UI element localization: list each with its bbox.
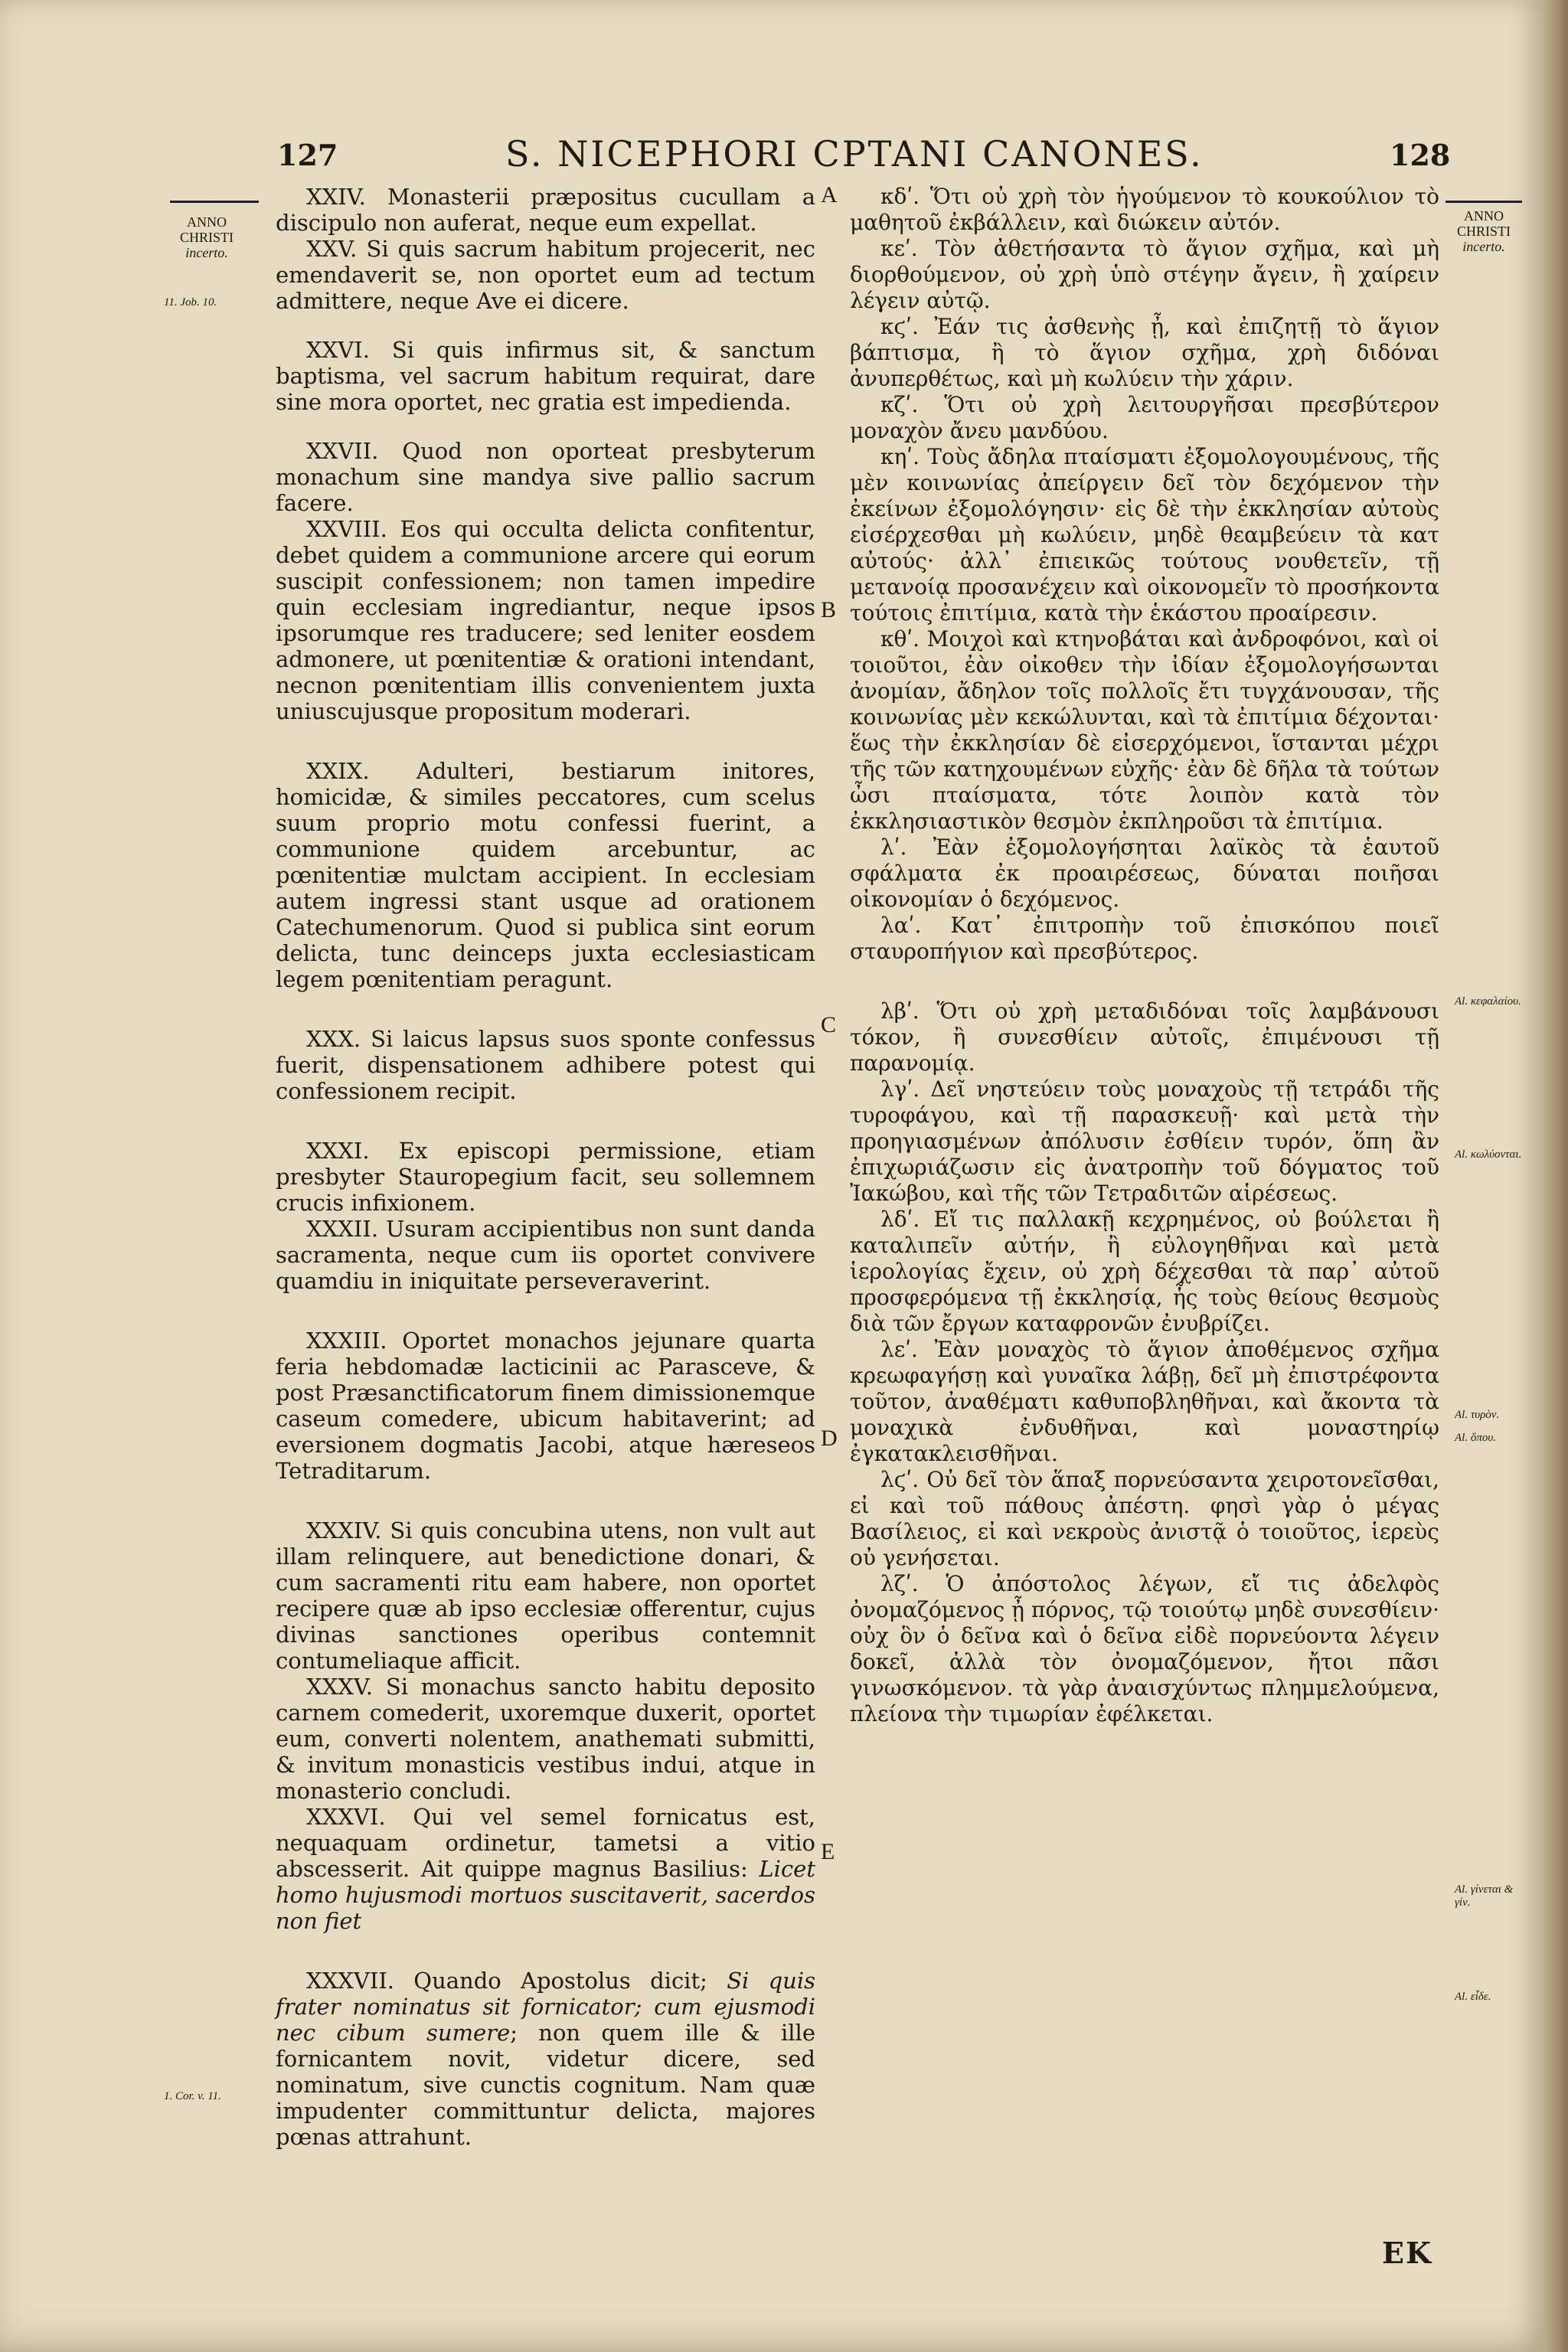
section-mark-b: B	[821, 597, 837, 622]
greek-canon-37: λζʹ. Ὁ ἀπόστολος λέγων, εἴ τις ἀδελφὸς ὀνομαζόμενος ᾖ πόρνος, τῷ τοιούτῳ μηδὲ συνεσθίειν· οὐχ ὃν ὁ δεῖνα καὶ ὁ δεῖνα εἰδὲ πορνεύοντα λέγειν δοκεῖ, ἀλλὰ τὸν ὀνομαζόμενον, ἤτοι πᾶσι γινωσκόμενον. τὰ γὰρ ἀναισχύντως πλημμελούμενα, πλείονα τὴν τιμωρίαν ἐφέλκεται.	[850, 1571, 1439, 1726]
greek-canon-28: κηʹ. Τοὺς ἄδηλα πταίσματι ἐξομολογουμένους, τῆς μὲν κοινωνίας ἀπείργειν δεῖ τὸν δεχόμενον τὴν ἐκείνων ἐξομολόγησιν· εἰς δὲ τὴν ἐκκλησίαν αὐτοὺς εἰσέρχεσθαι μὴ κωλύειν, μηδὲ θεαμβεύειν τὰ κατ αὐτούς· ἀλλ᾽ ἐπιεικῶς τούτους νουθετεῖν, τῇ μετανοίᾳ προσανέχειν καὶ οἰκονομεῖν τὸ προσήκοντα τούτοις ἐπιτίμια, κατὰ τὴν ἑκάστου προαίρεσιν.	[850, 444, 1439, 626]
latin-canon-28: XXVIII. Eos qui occulta delicta confitentur, debet quidem a communione arcere qui eorum suscipit confessionem; non tamen impedire quin ecclesiam ingrediantur, neque ipsos ipsorumque res traducere; sed leniter eosdem admonere, ut pœnitentiæ & orationi intendant, necnon pœnitentiam illis convenientem juxta uniuscujusque propositum moderari.	[276, 516, 815, 724]
apostle-quote: Si quis frater nominatus sit fornicator; cum ejusmodi nec cibum sumere	[276, 1968, 816, 2046]
latin-canon-31: XXXI. Ex episcopi permissione, etiam presbyter Stauropegium facit, seu sollemnem crucis infixionem.	[276, 1138, 815, 1216]
greek-canon-27: κζʹ. Ὅτι οὐ χρὴ λειτουργῆσαι πρεσβύτερον μοναχὸν ἄνευ μανδύου.	[850, 392, 1439, 443]
latin-canon-35: XXXV. Si monachus sancto habitu deposito carnem comederit, uxoremque duxerit, oportet eum, converti nolentem, anathemati submitti, & invitum monasticis vestibus indui, atque in monasterio concludi.	[276, 1674, 815, 1804]
catchword: EK	[1382, 2236, 1432, 2270]
margin-ref-cor: 1. Cor. v. 11.	[164, 2090, 221, 2102]
latin-canon-36: XXXVI. Qui vel semel fornicatus est, nequaquam ordinetur, tametsi a vitio abscesserit. Ait quippe magnus Basilius: Licet homo hujusmodi mortuos suscitaverit, sacerdos non fiet	[276, 1804, 815, 1934]
variant-note-2: Al. κεφαλαίου.	[1455, 995, 1521, 1008]
greek-canon-24: κδʹ. Ὅτι οὐ χρὴ τὸν ἡγούμενον τὸ κουκούλιον τὸ μαθητοῦ ἐκβάλλειν, καὶ διώκειν αὐτόν.	[850, 184, 1439, 235]
latin-column	[276, 184, 815, 2150]
latin-canon-37: XXXVII. Quando Apostolus dicit; Si quis frater nominatus sit fornicator; cum ejusmodi nec cibum sumere; non quem ille & ille fornicantem novit, videtur dicere, sed nominatum, sive cunctis cognitum. Nam quæ impudenter committuntur delicta, majores pœnas attrahunt.	[276, 1968, 816, 2150]
margin-ref-job: 11. Job. 10.	[164, 296, 217, 309]
latin-canon-32: XXXII. Usuram accipientibus non sunt danda sacramenta, neque cum iis oportet convivere quamdiu in iniquitate perseveraverint.	[276, 1216, 815, 1294]
running-title: S. NICEPHORI CPTANI CANONES.	[505, 133, 1204, 175]
variant-note-4: Al. ὅπου.	[1455, 1432, 1496, 1444]
basil-quote: Licet homo hujusmodi mortuos suscitaverit, sacerdos non fiet	[276, 1856, 815, 1934]
section-mark-a: A	[821, 182, 838, 207]
greek-canon-36: λϛʹ. Οὐ δεῖ τὸν ἅπαξ πορνεύσαντα χειροτονεῖσθαι, εἰ καὶ τοῦ πάθους ἀπέστη. φησὶ γὰρ ὁ μέγας Βασίλειος, εἰ καὶ νεκροὺς ἀνιστᾷ ὁ τοιοῦτος, ἱερεὺς οὐ γενήσεται.	[850, 1467, 1439, 1570]
latin-canon-34: XXXIV. Si quis concubina utens, non vult aut illam relinquere, aut benedictione donari, & cum sacramenti ritu eam habere, non oportet recipere quæ ab ipso ecclesiæ offerentur, cujus divinas sanctiones operibus contemnit contumeliaque afficit.	[276, 1517, 815, 1674]
greek-canon-30: λʹ. Ἐὰν ἐξομολογήσηται λαϊκὸς τὰ ἑαυτοῦ σφάλματα ἐκ προαιρέσεως, δύναται ποιῆσαι οἰκονομίαν ὁ δεχόμενος.	[850, 835, 1439, 912]
latin-canon-27: XXVII. Quod non oporteat presbyterum monachum sine mandya sive pallio sacrum facere.	[276, 438, 815, 516]
greek-canon-26: κϛʹ. Ἐάν τις ἀσθενὴς ᾖ, καὶ ἐπιζητῇ τὸ ἅγιον βάπτισμα, ἢ τὸ ἅγιον σχῆμα, χρὴ διδόναι ἀνυπερθέτως, καὶ μὴ κωλύειν τὴν χάριν.	[850, 314, 1439, 391]
latin-canon-24: XXIV. Monasterii præpositus cucullam a discipulo non auferat, neque eum expellat.	[276, 184, 815, 236]
greek-canon-29: κθʹ. Μοιχοὶ καὶ κτηνοβάται καὶ ἀνδροφόνοι, καὶ οἱ τοιοῦτοι, ἐὰν οἰκοθεν τὴν ἰδίαν ἐξομολογήσωνται ἀνομίαν, ἄδηλον τοῖς πολλοῖς ἔτι τυγχάνουσαν, τῆς κοινωνίας μὲν κεκώλυνται, καὶ τὰ ἐπιτίμια δέχονται· ἕως τὴν ἐκκλησίαν δὲ εἰσερχόμενοι, ἵστανται μέχρι τῆς τῶν κατηχουμένων εὐχῆς· ἐὰν δὲ δῆλα τὰ τούτων ὦσι πταίσματα, τότε λοιπὸν κατὰ τὸν ἐκκλησιαστικὸν θεσμὸν ἐκπληροῦσι τὰ ἐπιτίμια.	[850, 626, 1439, 834]
left-rule	[170, 201, 259, 203]
left-page-number: 127	[277, 138, 338, 172]
anno-christi-left: ANNO CHRISTI incerto.	[179, 214, 234, 260]
greek-canon-25: κεʹ. Τὸν ἀθετήσαντα τὸ ἅγιον σχῆμα, καὶ μὴ διορθούμενον, οὐ χρὴ ὑπὸ στέγην ἄγειν, ἢ χαίρειν λέγειν αὐτῷ.	[850, 236, 1439, 313]
latin-canon-25: XXV. Si quis sacrum habitum projecerit, nec emendaverit se, non oportet eum ad tectum admittere, neque Ave ei dicere.	[276, 236, 815, 314]
greek-canon-32: λβʹ. Ὅτι οὐ χρὴ μεταδιδόναι τοῖς λαμβάνουσι τόκον, ἢ συνεσθίειν αὐτοῖς, ἐπιμένουσι τῇ παρανομίᾳ.	[850, 998, 1439, 1076]
right-rule	[1446, 201, 1522, 203]
section-mark-c: C	[821, 1012, 837, 1037]
latin-canon-30: XXX. Si laicus lapsus suos sponte confessus fuerit, dispensationem adhibere potest qui confessionem recipit.	[276, 1026, 815, 1104]
right-page-number: 128	[1390, 138, 1451, 172]
latin-canon-33: XXXIII. Oportet monachos jejunare quarta feria hebdomadæ lacticinii ac Parasceve, & post Præsanctificatorum finem dimissionemque caseum comedere, ubicum habitaverint; ad eversionem dogmatis Jacobi, atque hæreseos Tetraditarum.	[276, 1328, 815, 1484]
greek-canon-35: λεʹ. Ἐὰν μοναχὸς τὸ ἅγιον ἀποθέμενος σχῆμα κρεωφαγήσῃ καὶ γυναῖκα λάβῃ, δεῖ μὴ ἐπιστρέφοντα τοῦτον, ἀναθέματι καθυποβληθῆναι, καὶ ἄκοντα τὰ μοναχικὰ ἐνδυθῆναι, καὶ μοναστηρίῳ ἐγκατακλεισθῆναι.	[850, 1337, 1439, 1466]
variant-note-6: Al. εἶδε.	[1455, 1991, 1491, 2003]
greek-canon-31: λαʹ. Κατ᾽ ἐπιτροπὴν τοῦ ἐπισκόπου ποιεῖ σταυροπήγιον καὶ πρεσβύτερος.	[850, 913, 1439, 964]
variant-note-1: Al. κωλύονται.	[1455, 1148, 1522, 1161]
greek-canon-34: λδʹ. Εἴ τις παλλακῇ κεχρημένος, οὐ βούλεται ἢ καταλιπεῖν αὐτήν, ἢ εὐλογηθῆναι καὶ μετὰ ἱερολογίας ἔχειν, οὐ χρὴ δέχεσθαι τὰ παρ᾽ αὐτοῦ προσφερόμενα τῇ ἐκκλησίᾳ, ἧς τοὺς θείους θεσμοὺς διὰ τῶν ἔργων καταφρονῶν ἐνυβρίζει.	[850, 1207, 1439, 1336]
book-spine-edge	[1544, 0, 1568, 2352]
section-mark-d: D	[821, 1426, 838, 1451]
greek-column	[850, 184, 1439, 1727]
latin-canon-26: XXVI. Si quis infirmus sit, & sanctum baptisma, vel sacrum habitum requirat, dare sine mora oportet, nec gratia est impedienda.	[276, 337, 815, 415]
variant-note-5: Al. γίνεται & γίν.	[1455, 1883, 1514, 1909]
variant-note-3: Al. τυρὸν.	[1455, 1409, 1500, 1421]
anno-christi-right: ANNO CHRISTI incerto.	[1456, 208, 1511, 254]
latin-canon-29: XXIX. Adulteri, bestiarum initores, homicidæ, & similes peccatores, cum scelus suum proprio motu confessi fuerint, a communione quidem arcebuntur, ac pœnitentiæ mulctam accipient. In ecclesiam autem ingressi stant usque ad orationem Catechumenorum. Quod si publica sint eorum delicta, tunc deinceps juxta ecclesiasticam legem pœnitentiam peragunt.	[276, 758, 815, 992]
section-mark-e: E	[821, 1839, 835, 1864]
greek-canon-33: λγʹ. Δεῖ νηστεύειν τοὺς μοναχοὺς τῇ τετράδι τῆς τυροφάγου, καὶ τῇ παρασκευῇ· καὶ μετὰ τὴν προηγιασμένων ἀπόλυσιν ἐσθίειν τυρόν, ὅπη ἂν ἐπιχωριάζωσιν εἰς ἀνατροπὴν τοῦ δόγματος τοῦ Ἰακώβου, καὶ τῆς τῶν Τετραδιτῶν αἱρέσεως.	[850, 1076, 1439, 1206]
